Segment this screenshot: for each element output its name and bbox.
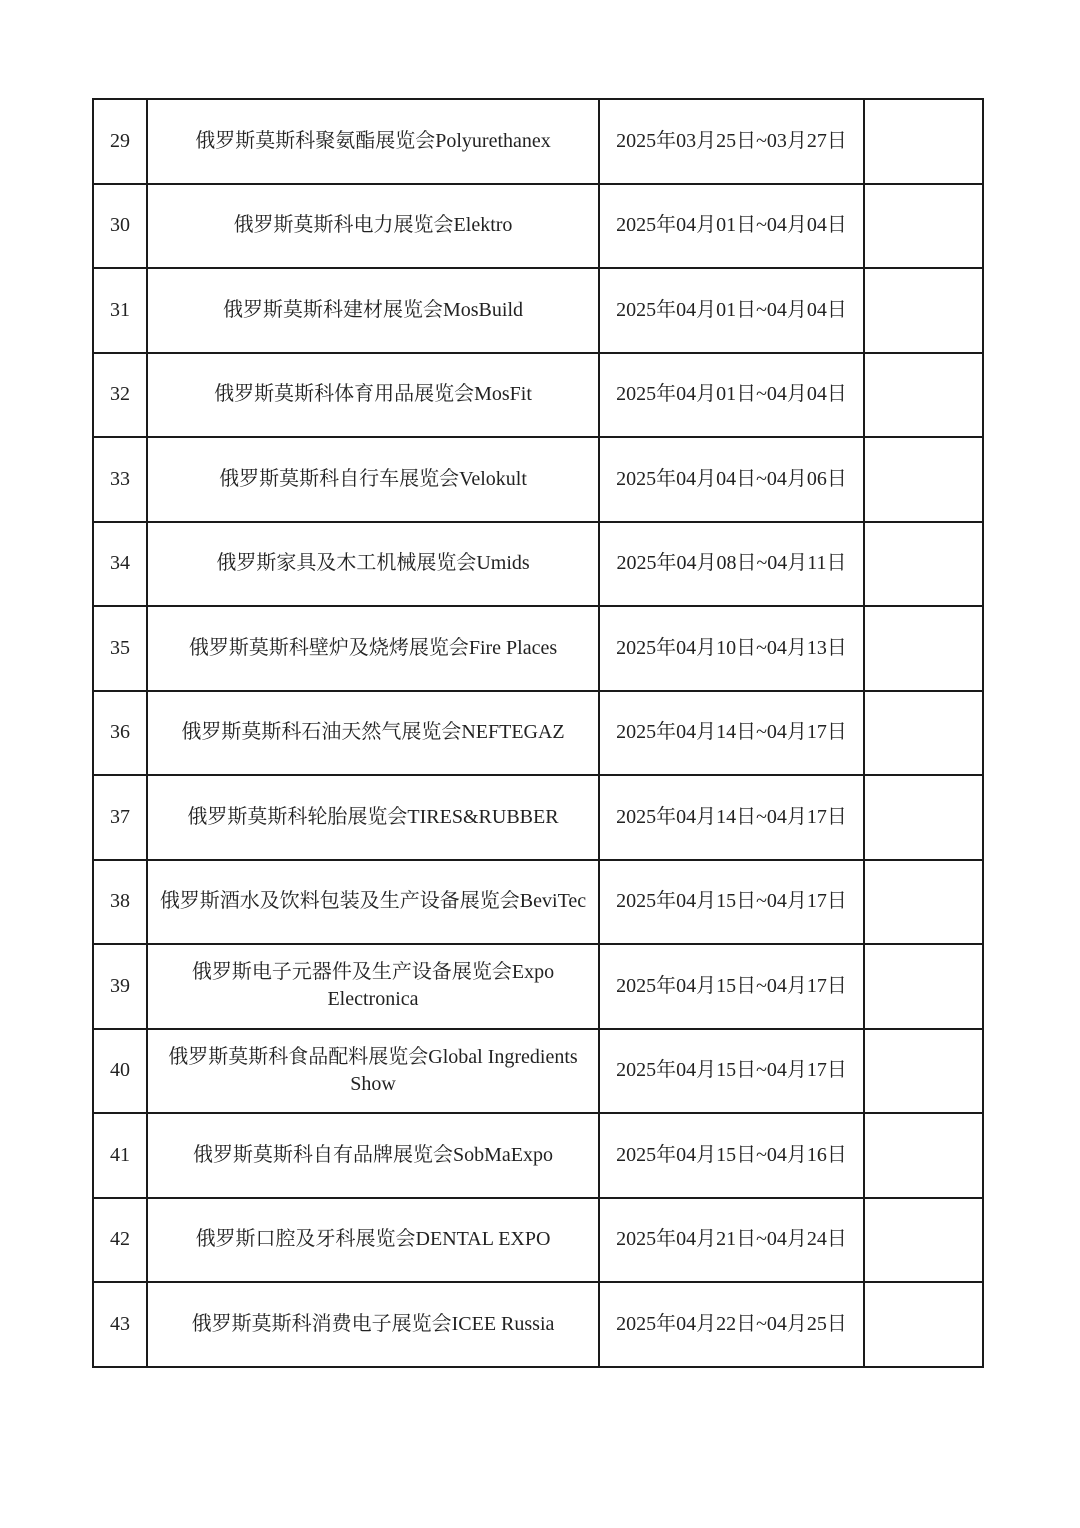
row-number: 34 xyxy=(93,522,147,607)
row-number: 29 xyxy=(93,99,147,184)
row-number: 30 xyxy=(93,184,147,269)
table-row xyxy=(93,860,983,945)
table-row xyxy=(93,944,983,1029)
table-row xyxy=(93,99,983,184)
exhibition-date: 2025年04月21日~04月24日 xyxy=(599,1198,864,1283)
row-number: 35 xyxy=(93,606,147,691)
row-number: 33 xyxy=(93,437,147,522)
row-number: 40 xyxy=(93,1029,147,1114)
exhibition-name: 俄罗斯莫斯科食品配料展览会Global Ingredients Show xyxy=(147,1029,599,1114)
row-number: 39 xyxy=(93,944,147,1029)
table-row xyxy=(93,184,983,269)
table-row xyxy=(93,775,983,860)
exhibition-date: 2025年04月04日~04月06日 xyxy=(599,437,864,522)
exhibition-name: 俄罗斯家具及木工机械展览会Umids xyxy=(147,522,599,607)
exhibition-name: 俄罗斯莫斯科自有品牌展览会SobMaExpo xyxy=(147,1113,599,1198)
exhibition-date: 2025年04月01日~04月04日 xyxy=(599,268,864,353)
table-row xyxy=(93,437,983,522)
table-row xyxy=(93,353,983,438)
exhibition-name: 俄罗斯莫斯科建材展览会MosBuild xyxy=(147,268,599,353)
table-row xyxy=(93,606,983,691)
exhibition-date: 2025年04月08日~04月11日 xyxy=(599,522,864,607)
note-cell xyxy=(864,522,983,607)
row-number: 42 xyxy=(93,1198,147,1283)
row-number: 43 xyxy=(93,1282,147,1367)
exhibition-name: 俄罗斯莫斯科聚氨酯展览会Polyurethanex xyxy=(147,99,599,184)
table-row xyxy=(93,1198,983,1283)
exhibition-table xyxy=(92,98,984,1368)
note-cell xyxy=(864,944,983,1029)
row-number: 41 xyxy=(93,1113,147,1198)
row-number: 36 xyxy=(93,691,147,776)
exhibition-date: 2025年03月25日~03月27日 xyxy=(599,99,864,184)
note-cell xyxy=(864,775,983,860)
exhibition-name: 俄罗斯莫斯科自行车展览会Velokult xyxy=(147,437,599,522)
exhibition-date: 2025年04月15日~04月17日 xyxy=(599,944,864,1029)
row-number: 32 xyxy=(93,353,147,438)
row-number: 31 xyxy=(93,268,147,353)
table-row xyxy=(93,691,983,776)
exhibition-date: 2025年04月01日~04月04日 xyxy=(599,184,864,269)
exhibition-name: 俄罗斯莫斯科壁炉及烧烤展览会Fire Places xyxy=(147,606,599,691)
note-cell xyxy=(864,606,983,691)
note-cell xyxy=(864,1282,983,1367)
table-row xyxy=(93,1282,983,1367)
exhibition-name: 俄罗斯莫斯科石油天然气展览会NEFTEGAZ xyxy=(147,691,599,776)
note-cell xyxy=(864,353,983,438)
note-cell xyxy=(864,268,983,353)
table-row xyxy=(93,268,983,353)
exhibition-date: 2025年04月10日~04月13日 xyxy=(599,606,864,691)
note-cell xyxy=(864,99,983,184)
exhibition-date: 2025年04月22日~04月25日 xyxy=(599,1282,864,1367)
exhibition-date: 2025年04月15日~04月17日 xyxy=(599,1029,864,1114)
exhibition-name: 俄罗斯电子元器件及生产设备展览会Expo Electronica xyxy=(147,944,599,1029)
table-row xyxy=(93,522,983,607)
exhibition-name: 俄罗斯莫斯科轮胎展览会TIRES&RUBBER xyxy=(147,775,599,860)
table-row xyxy=(93,1029,983,1114)
note-cell xyxy=(864,1029,983,1114)
note-cell xyxy=(864,860,983,945)
exhibition-name: 俄罗斯莫斯科电力展览会Elektro xyxy=(147,184,599,269)
exhibition-date: 2025年04月14日~04月17日 xyxy=(599,691,864,776)
note-cell xyxy=(864,437,983,522)
exhibition-name: 俄罗斯酒水及饮料包装及生产设备展览会BeviTec xyxy=(147,860,599,945)
row-number: 37 xyxy=(93,775,147,860)
exhibition-name: 俄罗斯口腔及牙科展览会DENTAL EXPO xyxy=(147,1198,599,1283)
exhibition-date: 2025年04月01日~04月04日 xyxy=(599,353,864,438)
exhibition-name: 俄罗斯莫斯科消费电子展览会ICEE Russia xyxy=(147,1282,599,1367)
note-cell xyxy=(864,1198,983,1283)
note-cell xyxy=(864,1113,983,1198)
exhibition-date: 2025年04月14日~04月17日 xyxy=(599,775,864,860)
note-cell xyxy=(864,691,983,776)
exhibition-date: 2025年04月15日~04月16日 xyxy=(599,1113,864,1198)
row-number: 38 xyxy=(93,860,147,945)
table-row xyxy=(93,1113,983,1198)
exhibition-date: 2025年04月15日~04月17日 xyxy=(599,860,864,945)
exhibition-table-body xyxy=(93,99,983,1367)
exhibition-name: 俄罗斯莫斯科体育用品展览会MosFit xyxy=(147,353,599,438)
note-cell xyxy=(864,184,983,269)
